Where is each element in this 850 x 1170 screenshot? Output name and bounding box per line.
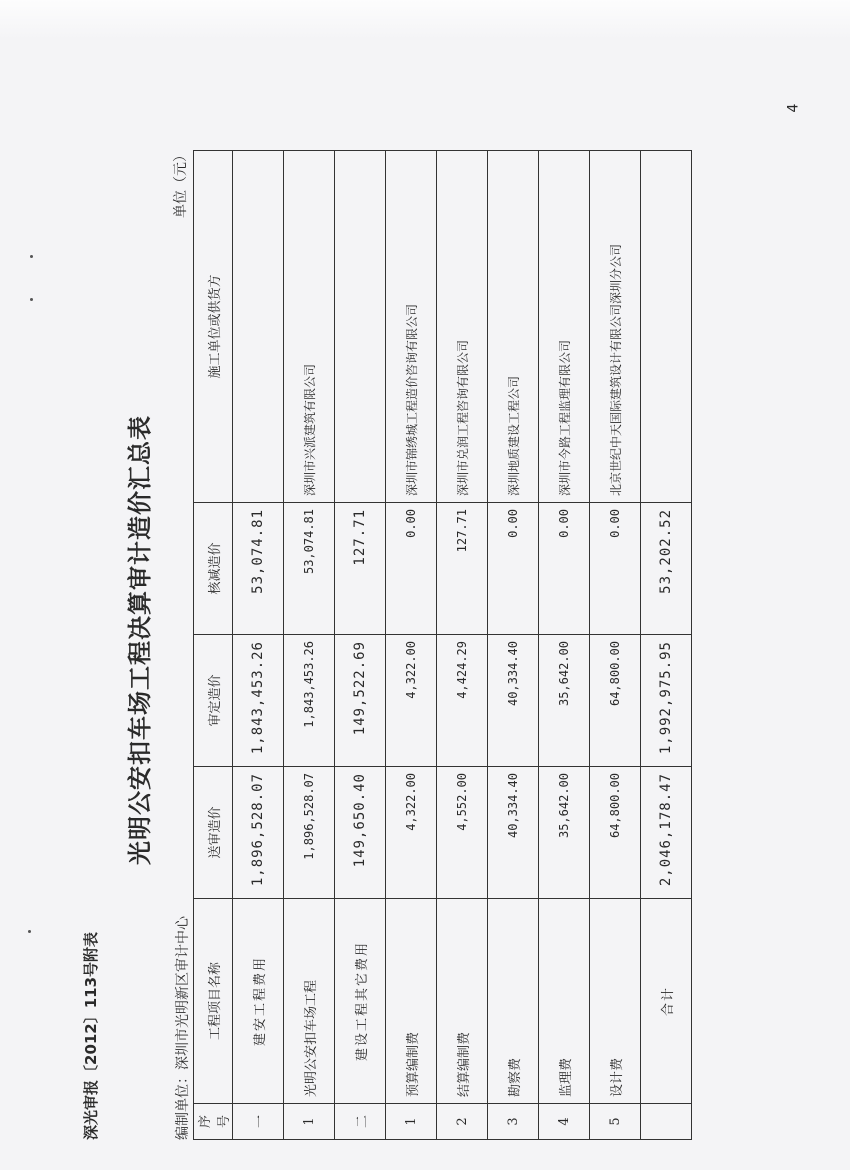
row-no: 二: [335, 1104, 386, 1140]
row-reduction: 53,074.81: [233, 503, 284, 635]
row-name: 结算编制费: [437, 899, 488, 1104]
row-reduction: 127.71: [437, 503, 488, 635]
row-vendor: 深圳市兴派建筑有限公司: [284, 151, 335, 503]
table-row: [590, 151, 641, 1140]
page-number: 4: [785, 103, 802, 113]
header-reduction: 核减造价: [194, 503, 233, 635]
row-vendor: 北京世纪中天国际建筑设计有限公司深圳分公司: [590, 151, 641, 503]
scan-speck: [30, 298, 33, 301]
row-name: 建安工程费用: [233, 899, 284, 1104]
header-vendor: 施工单位或供货方: [194, 151, 233, 503]
table-row: [284, 151, 335, 1140]
header-name: 工程项目名称: [194, 899, 233, 1104]
header-approved: 审定造价: [194, 635, 233, 767]
row-name: 光明公安扣车场工程: [284, 899, 335, 1104]
table-row: [233, 151, 284, 1140]
header-no: 序号: [194, 1104, 233, 1140]
total-reduction: 53,202.52: [641, 503, 692, 635]
row-submitted: 1,896,528.07: [284, 767, 335, 899]
row-name: 预算编制费: [386, 899, 437, 1104]
total-approved: 1,992,975.95: [641, 635, 692, 767]
row-submitted: 149,650.40: [335, 767, 386, 899]
row-vendor: 深圳市兑润工程咨询有限公司: [437, 151, 488, 503]
row-reduction: 127.71: [335, 503, 386, 635]
row-name: 建设工程其它费用: [335, 899, 386, 1104]
row-reduction: 53,074.81: [284, 503, 335, 635]
row-submitted: 4,552.00: [437, 767, 488, 899]
table-row: [437, 151, 488, 1140]
row-no: 2: [437, 1104, 488, 1140]
row-no: 4: [539, 1104, 590, 1140]
total-submitted: 2,046,178.47: [641, 767, 692, 899]
row-vendor: 深圳市今路工程监理有限公司: [539, 151, 590, 503]
currency-unit: 单位（元）: [173, 148, 189, 218]
row-name: 监理费: [539, 899, 590, 1104]
total-vendor: [641, 151, 692, 503]
row-reduction: 0.00: [590, 503, 641, 635]
total-no: [641, 1104, 692, 1140]
row-vendor: 深圳地质建设工程公司: [488, 151, 539, 503]
row-name: 设计费: [590, 899, 641, 1104]
row-reduction: 0.00: [488, 503, 539, 635]
row-submitted: 1,896,528.07: [233, 767, 284, 899]
table-row: [335, 151, 386, 1140]
row-reduction: 0.00: [386, 503, 437, 635]
scan-edge: [0, 0, 850, 40]
compiler-unit: 编制单位：深圳市光明新区审计中心: [175, 916, 191, 1140]
row-approved: 4,322.00: [386, 635, 437, 767]
row-vendor: [233, 151, 284, 503]
row-approved: 149,522.69: [335, 635, 386, 767]
row-no: 5: [590, 1104, 641, 1140]
scan-speck: [30, 255, 33, 258]
cost-summary-table: [193, 150, 692, 1140]
row-vendor: 深圳市锦绣城工程造价咨询有限公司: [386, 151, 437, 503]
row-no: 3: [488, 1104, 539, 1140]
row-no: 1: [386, 1104, 437, 1140]
document-reference: 深光审报〔2012〕113号附表: [82, 931, 100, 1140]
row-approved: 1,843,453.26: [284, 635, 335, 767]
row-no: 一: [233, 1104, 284, 1140]
table-row: [539, 151, 590, 1140]
header-submitted: 送审造价: [194, 767, 233, 899]
row-vendor: [335, 151, 386, 503]
row-approved: 64,800.00: [590, 635, 641, 767]
table-row: [386, 151, 437, 1140]
scan-speck: [28, 930, 31, 933]
row-submitted: 40,334.40: [488, 767, 539, 899]
rotated-document: [80, 140, 700, 1140]
row-submitted: 4,322.00: [386, 767, 437, 899]
row-submitted: 35,642.00: [539, 767, 590, 899]
table-row: [488, 151, 539, 1140]
document-title: 光明公安扣车场工程决算审计造价汇总表: [125, 415, 154, 865]
total-label: 合计: [641, 899, 692, 1104]
row-no: 1: [284, 1104, 335, 1140]
row-approved: 4,424.29: [437, 635, 488, 767]
table-header-row: [194, 151, 233, 1140]
row-reduction: 0.00: [539, 503, 590, 635]
row-approved: 1,843,453.26: [233, 635, 284, 767]
row-submitted: 64,800.00: [590, 767, 641, 899]
table-total-row: [641, 151, 692, 1140]
row-approved: 35,642.00: [539, 635, 590, 767]
row-name: 勘察费: [488, 899, 539, 1104]
row-approved: 40,334.40: [488, 635, 539, 767]
